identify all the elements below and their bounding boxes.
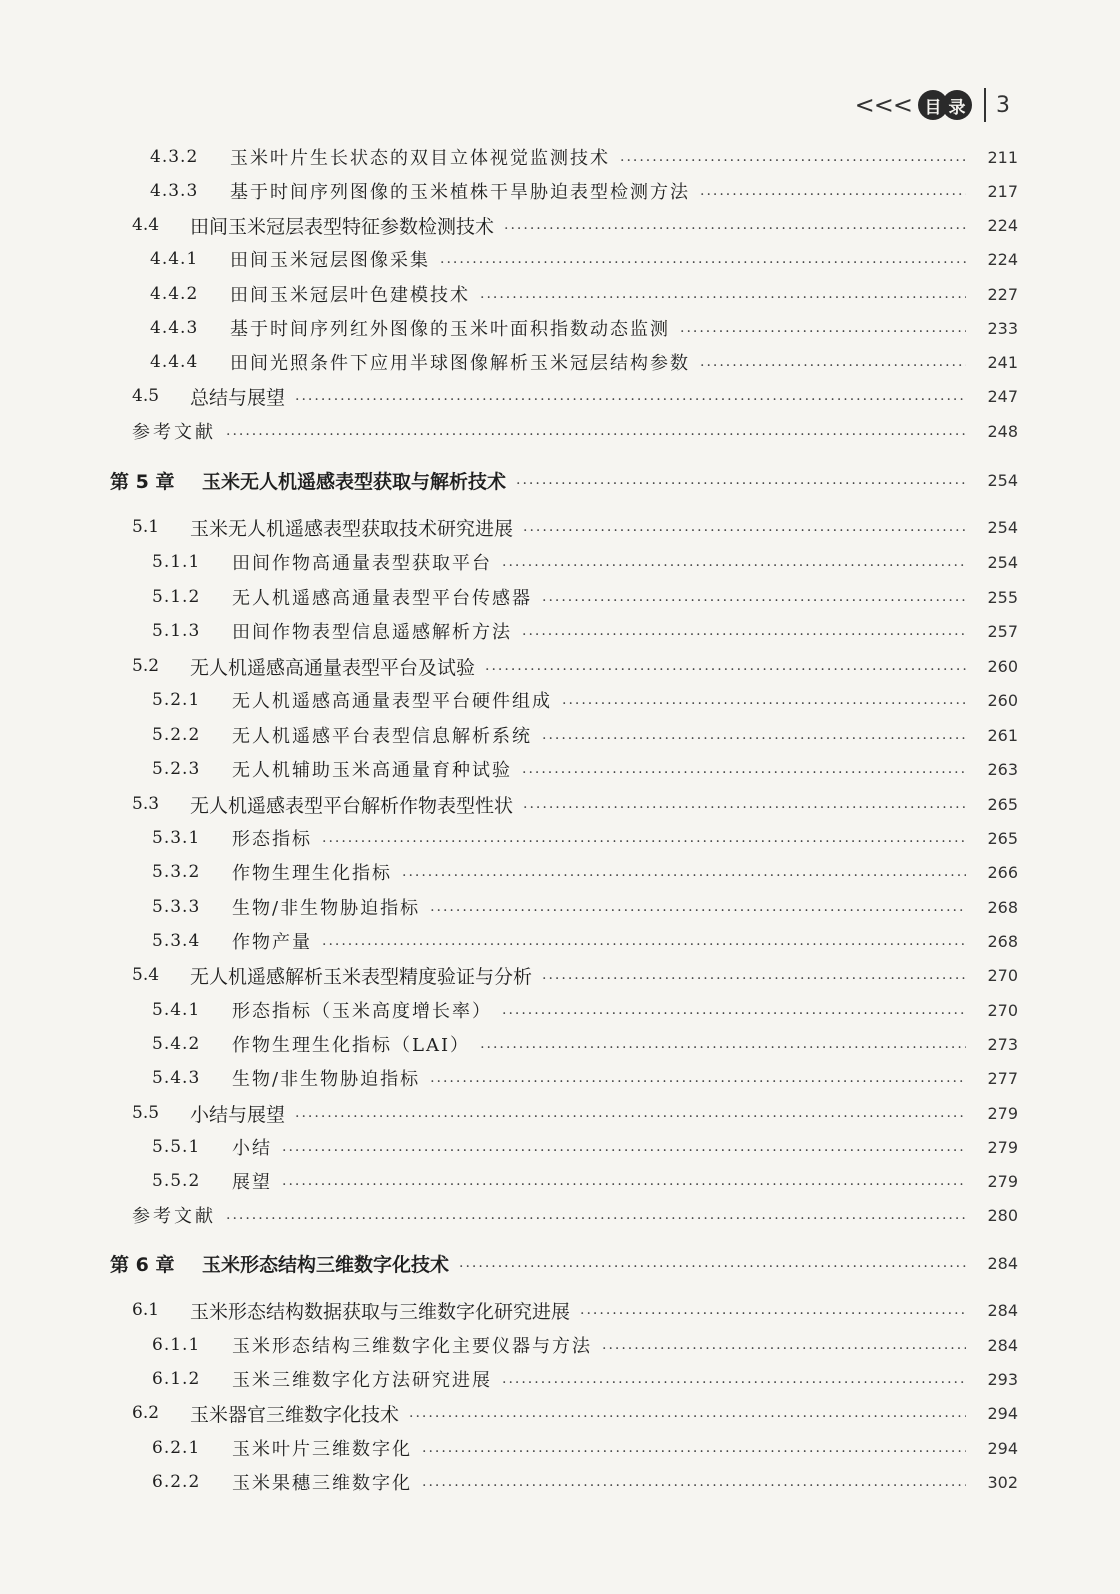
dot-leader <box>459 1246 966 1280</box>
toc-entry-title: 无人机遥感高通量表型平台硬件组成 <box>232 691 552 712</box>
dot-leader <box>480 1027 966 1061</box>
toc-entry-page: 260 <box>987 656 1018 676</box>
badge-char: 录 <box>942 90 972 120</box>
toc-entry-number: 6.1.2 <box>152 1369 201 1389</box>
toc-entry-title: 玉米果穗三维数字化 <box>232 1473 412 1494</box>
dot-leader <box>516 463 966 497</box>
toc-entry-page: 268 <box>987 897 1018 917</box>
dot-leader <box>409 1396 966 1430</box>
toc-entry-page: 254 <box>987 470 1018 490</box>
toc-entry-number: 第 6 章 <box>110 1253 175 1276</box>
dot-leader <box>523 510 966 544</box>
toc-entry-title: 生物/非生物胁迫指标 <box>232 1069 421 1090</box>
dot-leader <box>322 821 966 855</box>
toc-entry-title: 形态指标（玉米高度增长率） <box>232 1001 492 1022</box>
toc-entry-title: 田间作物高通量表型获取平台 <box>232 553 492 574</box>
dot-leader <box>295 379 966 413</box>
dot-leader <box>485 649 966 683</box>
toc-entry-number: 4.3.2 <box>150 147 199 167</box>
dot-leader <box>542 580 966 614</box>
toc-entry-page: 284 <box>987 1253 1018 1273</box>
toc-entry-title: 玉米无人机遥感表型获取技术研究进展 <box>190 517 514 540</box>
toc-entry-page: 260 <box>987 690 1018 710</box>
toc-entry-page: 280 <box>987 1205 1018 1225</box>
toc-entry <box>0 1431 1120 1465</box>
toc-entry-number: 6.2.2 <box>152 1472 201 1492</box>
toc-entry-number: 4.4.2 <box>150 284 199 304</box>
toc-entry <box>0 993 1120 1027</box>
toc-entry <box>0 1362 1120 1396</box>
toc-entry-title: 玉米器官三维数字化技术 <box>190 1403 400 1426</box>
toc-entry <box>0 1096 1120 1130</box>
toc-entry-number: 6.2 <box>132 1403 160 1423</box>
dot-leader <box>226 414 966 448</box>
toc-entry-title: 玉米叶片三维数字化 <box>232 1439 412 1460</box>
toc-entry-page: 248 <box>987 421 1018 441</box>
dot-leader <box>620 140 966 174</box>
toc-entry-page: 224 <box>987 215 1018 235</box>
toc-entry-page: 273 <box>987 1034 1018 1054</box>
header-arrows: <<< <box>854 91 912 119</box>
dot-leader <box>295 1096 966 1130</box>
toc-entry <box>0 463 1120 497</box>
dot-leader <box>700 345 966 379</box>
toc-entry <box>0 1328 1120 1362</box>
toc-entry-number: 5.3 <box>132 794 160 814</box>
toc-entry-title: 田间玉米冠层图像采集 <box>230 250 430 271</box>
toc-entry-number: 4.4.1 <box>150 249 199 269</box>
toc-entry-title: 小结与展望 <box>190 1103 286 1126</box>
toc-entry-page: 270 <box>987 965 1018 985</box>
toc-entry-page: 268 <box>987 931 1018 951</box>
toc-entry-title: 参考文献 <box>132 1206 216 1227</box>
toc-entry-number: 5.1.3 <box>152 621 201 641</box>
toc-entry-number: 4.5 <box>132 386 160 406</box>
toc-entry-title: 田间作物表型信息遥感解析方法 <box>232 622 512 643</box>
dot-leader <box>282 1130 966 1164</box>
dot-leader <box>226 1198 966 1232</box>
toc-entry-page: 293 <box>987 1369 1018 1389</box>
dot-leader <box>542 958 966 992</box>
toc-entry <box>0 1061 1120 1095</box>
toc-entry-number: 5.4.3 <box>152 1068 201 1088</box>
toc-entry <box>0 683 1120 717</box>
toc-entry-title: 玉米形态结构三维数字化技术 <box>202 1253 450 1276</box>
toc-entry-page: 233 <box>987 318 1018 338</box>
toc-entry <box>0 821 1120 855</box>
dot-leader <box>480 277 966 311</box>
dot-leader <box>502 993 966 1027</box>
toc-entry <box>0 1246 1120 1280</box>
toc-entry-page: 279 <box>987 1137 1018 1157</box>
toc-entry-title: 总结与展望 <box>190 386 286 409</box>
toc-entry-page: 247 <box>987 386 1018 406</box>
toc-entry-number: 5.2.2 <box>152 725 201 745</box>
toc-entry-number: 5.1.1 <box>152 552 201 572</box>
dot-leader <box>522 752 966 786</box>
dot-leader <box>322 924 966 958</box>
toc-entry-page: 265 <box>987 794 1018 814</box>
dot-leader <box>504 208 966 242</box>
toc-entry <box>0 1164 1120 1198</box>
toc-entry-number: 5.3.2 <box>152 862 201 882</box>
page-header <box>855 86 1010 124</box>
toc-entry-number: 6.2.1 <box>152 1438 201 1458</box>
toc-entry <box>0 1027 1120 1061</box>
toc-entry-title: 小结 <box>232 1138 272 1159</box>
toc-entry-title: 无人机辅助玉米高通量育种试验 <box>232 760 512 781</box>
toc-entry-title: 无人机遥感高通量表型平台传感器 <box>232 588 532 609</box>
toc-entry-title: 展望 <box>232 1172 272 1193</box>
toc-entry-number: 5.1 <box>132 517 160 537</box>
toc-entry-title: 无人机遥感高通量表型平台及试验 <box>190 656 476 679</box>
toc-entry <box>0 1130 1120 1164</box>
toc-entry <box>0 277 1120 311</box>
toc-entry <box>0 649 1120 683</box>
toc-entry <box>0 718 1120 752</box>
toc-entry-title: 无人机遥感表型平台解析作物表型性状 <box>190 794 514 817</box>
toc-entry-number: 5.5 <box>132 1103 160 1123</box>
toc-entry-number: 5.2 <box>132 656 160 676</box>
toc-entry-title: 玉米三维数字化方法研究进展 <box>232 1370 492 1391</box>
toc-entry <box>0 379 1120 413</box>
toc-entry-page: 217 <box>987 181 1018 201</box>
toc-entry <box>0 614 1120 648</box>
dot-leader <box>422 1431 966 1465</box>
toc-entry-title: 基于时间序列红外图像的玉米叶面积指数动态监测 <box>230 319 670 340</box>
toc-entry-number: 5.4.2 <box>152 1034 201 1054</box>
toc-entry-page: 211 <box>987 147 1018 167</box>
toc-entry-title: 基于时间序列图像的玉米植株干旱胁迫表型检测方法 <box>230 182 690 203</box>
badge-char: 目 <box>918 90 948 120</box>
toc-entry <box>0 174 1120 208</box>
toc-entry-number: 4.4.4 <box>150 352 199 372</box>
toc-entry-title: 玉米无人机遥感表型获取与解析技术 <box>202 470 507 493</box>
toc-entry <box>0 752 1120 786</box>
dot-leader <box>680 311 966 345</box>
dot-leader <box>700 174 966 208</box>
toc-entry-page: 227 <box>987 284 1018 304</box>
toc-entry-number: 5.3.1 <box>152 828 201 848</box>
toc-entry-number: 5.3.3 <box>152 897 201 917</box>
toc-entry-title: 田间玉米冠层表型特征参数检测技术 <box>190 215 495 238</box>
toc-entry-page: 294 <box>987 1403 1018 1423</box>
dot-leader <box>282 1164 966 1198</box>
toc-entry-number: 5.3.4 <box>152 931 201 951</box>
toc-entry-title: 作物生理生化指标（LAI） <box>232 1035 471 1056</box>
toc-entry-number: 5.1.2 <box>152 587 201 607</box>
toc-entry-title: 作物生理生化指标 <box>232 863 392 884</box>
toc-entry-title: 生物/非生物胁迫指标 <box>232 898 421 919</box>
toc-entry-page: 265 <box>987 828 1018 848</box>
dot-leader <box>523 787 966 821</box>
toc-entry <box>0 855 1120 889</box>
toc-entry <box>0 311 1120 345</box>
toc-entry-page: 241 <box>987 352 1018 372</box>
toc-entry-number: 5.2.1 <box>152 690 201 710</box>
toc-entry-page: 266 <box>987 862 1018 882</box>
toc-entry <box>0 242 1120 276</box>
toc-entry-page: 294 <box>987 1438 1018 1458</box>
toc-entry-title: 玉米形态结构数据获取与三维数字化研究进展 <box>190 1300 571 1323</box>
toc-entry-title: 作物产量 <box>232 932 312 953</box>
toc-entry <box>0 1293 1120 1327</box>
toc-entry <box>0 1198 1120 1232</box>
toc-entry-title: 无人机遥感平台表型信息解析系统 <box>232 726 532 747</box>
toc-entry-page: 302 <box>987 1472 1018 1492</box>
dot-leader <box>402 855 966 889</box>
toc-entry-page: 261 <box>987 725 1018 745</box>
toc-entry-title: 无人机遥感解析玉米表型精度验证与分析 <box>190 965 533 988</box>
toc-entry <box>0 345 1120 379</box>
dot-leader <box>440 242 966 276</box>
toc-entry-title: 田间玉米冠层叶色建模技术 <box>230 285 470 306</box>
toc-entry-page: 277 <box>987 1068 1018 1088</box>
dot-leader <box>502 545 966 579</box>
toc-entry-page: 284 <box>987 1300 1018 1320</box>
toc-entry-page: 284 <box>987 1335 1018 1355</box>
toc-entry <box>0 924 1120 958</box>
toc-entry-number: 5.4.1 <box>152 1000 201 1020</box>
toc-entry <box>0 414 1120 448</box>
contents-badge <box>918 90 972 120</box>
toc-entry-title: 玉米叶片生长状态的双目立体视觉监测技术 <box>230 148 610 169</box>
toc-entry <box>0 140 1120 174</box>
page-number: 3 <box>996 92 1010 118</box>
dot-leader <box>502 1362 966 1396</box>
toc-entry <box>0 208 1120 242</box>
dot-leader <box>430 1061 966 1095</box>
toc-entry-page: 257 <box>987 621 1018 641</box>
toc-entry-page: 263 <box>987 759 1018 779</box>
toc-entry-number: 4.3.3 <box>150 181 199 201</box>
toc-entry-number: 5.5.2 <box>152 1171 201 1191</box>
toc-entry-number: 第 5 章 <box>110 470 175 493</box>
toc-entry <box>0 787 1120 821</box>
dot-leader <box>430 890 966 924</box>
toc-entry-number: 6.1 <box>132 1300 160 1320</box>
toc-entry-number: 4.4.3 <box>150 318 199 338</box>
dot-leader <box>422 1465 966 1499</box>
toc-entry-title: 形态指标 <box>232 829 312 850</box>
toc-entry-title: 田间光照条件下应用半球图像解析玉米冠层结构参数 <box>230 353 690 374</box>
toc-entry-number: 4.4 <box>132 215 160 235</box>
toc-entry <box>0 545 1120 579</box>
toc-entry-page: 254 <box>987 517 1018 537</box>
toc-entry-page: 270 <box>987 1000 1018 1020</box>
toc-entry-number: 5.5.1 <box>152 1137 201 1157</box>
toc-entry-number: 5.2.3 <box>152 759 201 779</box>
toc-entry <box>0 580 1120 614</box>
dot-leader <box>542 718 966 752</box>
toc-entry-page: 279 <box>987 1171 1018 1191</box>
toc-entry-title: 玉米形态结构三维数字化主要仪器与方法 <box>232 1336 592 1357</box>
dot-leader <box>562 683 966 717</box>
toc-entry-number: 6.1.1 <box>152 1335 201 1355</box>
dot-leader <box>522 614 966 648</box>
toc-entry <box>0 510 1120 544</box>
toc-entry-number: 5.4 <box>132 965 160 985</box>
toc-entry-page: 255 <box>987 587 1018 607</box>
toc-entry-page: 279 <box>987 1103 1018 1123</box>
toc-entry <box>0 890 1120 924</box>
toc-entry <box>0 958 1120 992</box>
toc-entry-title: 参考文献 <box>132 422 216 443</box>
toc-entry-page: 224 <box>987 249 1018 269</box>
toc-entry <box>0 1465 1120 1499</box>
dot-leader <box>580 1293 966 1327</box>
toc-entry <box>0 1396 1120 1430</box>
header-divider <box>984 88 986 122</box>
dot-leader <box>602 1328 966 1362</box>
toc-entry-page: 254 <box>987 552 1018 572</box>
